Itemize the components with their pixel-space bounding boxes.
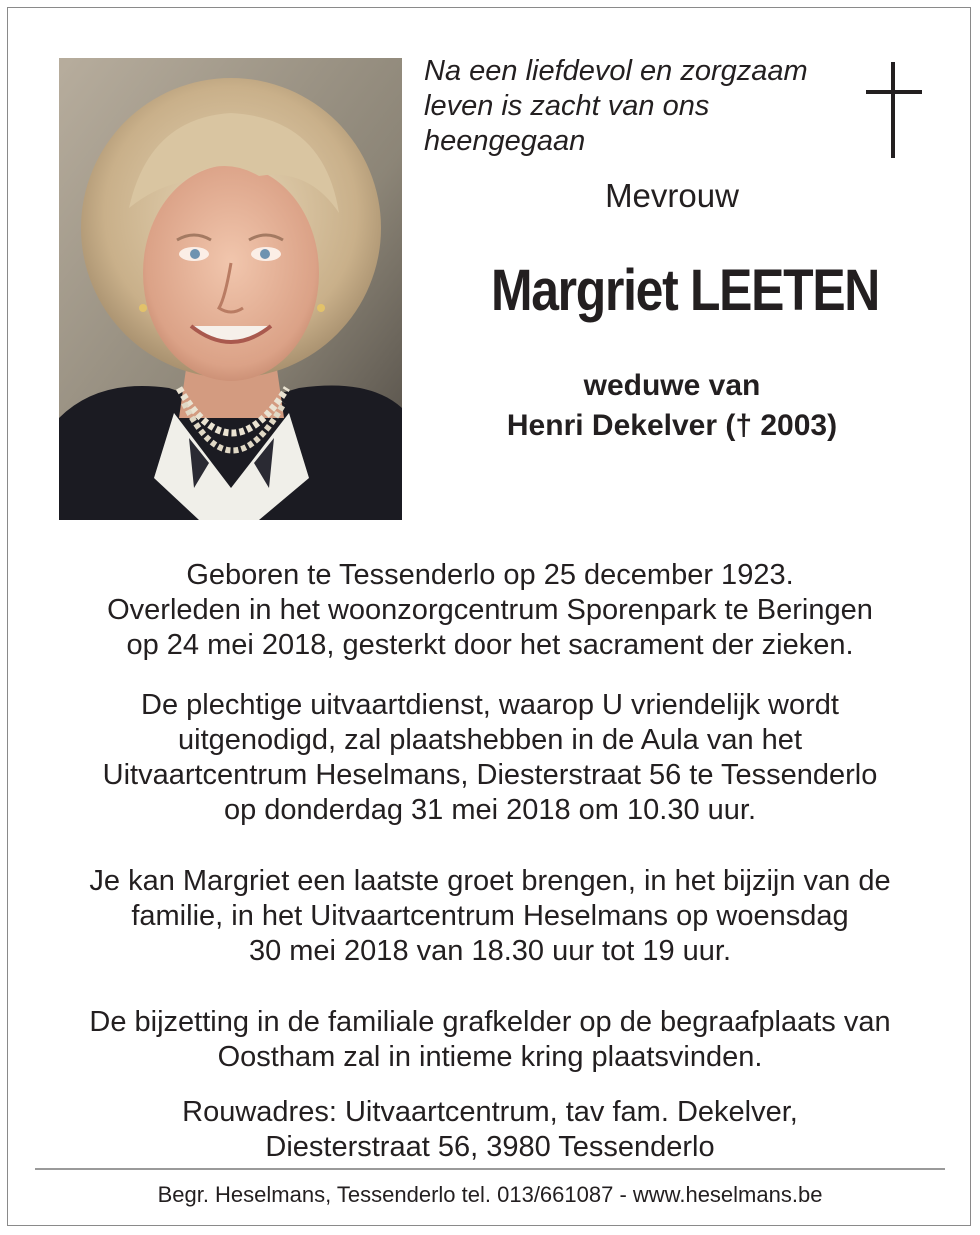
footer-divider [35, 1168, 945, 1170]
deceased-name: Margriet LEETEN [490, 258, 880, 323]
paragraph-line: Overleden in het woonzorgcentrum Sporenpark te Beringen [107, 594, 873, 626]
salutation: Mevrouw [605, 177, 739, 214]
paragraph-line: Je kan Margriet een laatste groet brengen, in het bijzijn van de [89, 865, 891, 897]
cross-icon [866, 62, 922, 158]
cross-horizontal-bar [866, 90, 922, 94]
farewell-paragraph [40, 864, 940, 969]
paragraph-line: Rouwadres: Uitvaartcentrum, tav fam. Dekelver, [182, 1096, 798, 1128]
widow-info [430, 366, 914, 446]
burial-paragraph [40, 1005, 940, 1075]
intro-line: Na een liefdevol en zorgzaam [424, 55, 808, 87]
paragraph-line: De bijzetting in de familiale grafkelder op de begraafplaats van [89, 1006, 891, 1038]
service-paragraph [40, 688, 940, 828]
paragraph-line: De plechtige uitvaartdienst, waarop U vriendelijk wordt [141, 689, 839, 721]
paragraph-line: uitgenodigd, zal plaatshebben in de Aula van het [178, 724, 802, 756]
paragraph-line: Diesterstraat 56, 3980 Tessenderlo [265, 1131, 715, 1163]
paragraph-line: op donderdag 31 mei 2018 om 10.30 uur. [223, 794, 757, 826]
cross-vertical-bar [891, 62, 895, 158]
paragraph-line: Geboren te Tessenderlo op 25 december 1923. [186, 559, 794, 591]
funeral-home-footer: Begr. Heselmans, Tessenderlo tel. 013/661087 - www.heselmans.be [157, 1182, 823, 1207]
spouse-name: Henri Dekelver († 2003) [506, 409, 838, 442]
paragraph-line: Uitvaartcentrum Heselmans, Diesterstraat 56 te Tessenderlo [102, 759, 878, 791]
paragraph-line: op 24 mei 2018, gesterkt door het sacrament der zieken. [126, 629, 854, 661]
intro-line: heengegaan [424, 125, 586, 157]
portrait-photo-icon [59, 58, 402, 520]
intro-line: leven is zacht van ons [424, 90, 710, 122]
widow-line: weduwe van [583, 369, 761, 402]
address-paragraph [40, 1095, 940, 1165]
paragraph-line: familie, in het Uitvaartcentrum Heselmans op woensdag [131, 900, 849, 932]
birth-death-paragraph [40, 558, 940, 663]
paragraph-line: Oostham zal in intieme kring plaatsvinden. [217, 1041, 763, 1073]
paragraph-line: 30 mei 2018 van 18.30 uur tot 19 uur. [248, 935, 732, 967]
portrait-illustration [59, 58, 402, 520]
intro-text [424, 54, 854, 159]
